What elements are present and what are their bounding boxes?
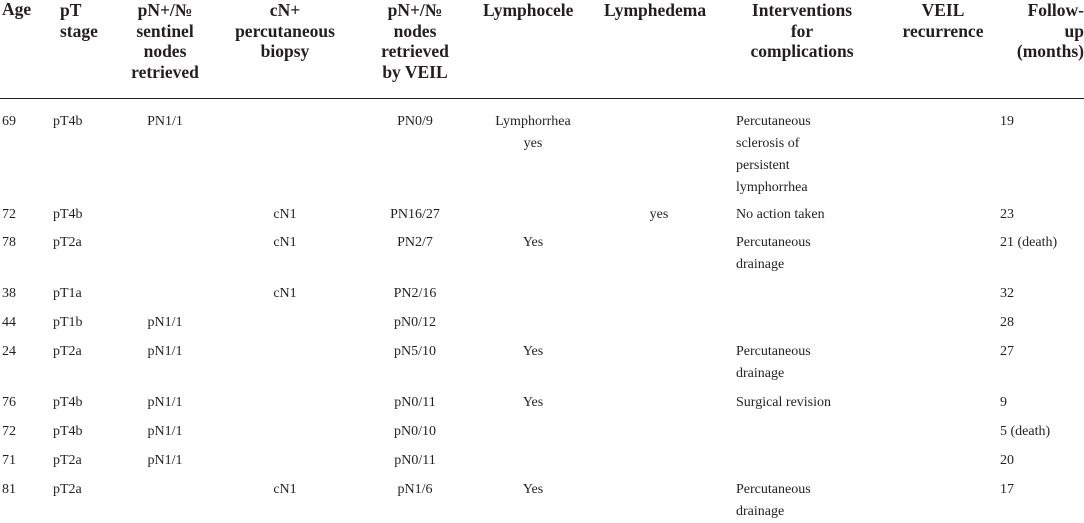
header-interventions: Interventions for complications — [750, 0, 854, 61]
table-row — [0, 421, 1084, 439]
cell-sentinel-nodes: PN1/1 — [147, 114, 183, 129]
table-row — [0, 341, 1084, 381]
table-row — [0, 479, 1084, 519]
header-lymphedema: Lymphedema — [604, 0, 707, 20]
header-percutaneous-biopsy: cN+ percutaneous biopsy — [235, 0, 335, 61]
cell-veil-nodes: PN0/9 — [397, 114, 433, 129]
table-row — [0, 111, 1084, 195]
cell-veil-nodes: pN0/11 — [394, 453, 436, 468]
cell-intervention: Percutaneous sclerosis of persistent lymphorrhea — [736, 114, 811, 195]
header-follow-up: Follow- up (months) — [1016, 0, 1084, 61]
cell-pt-stage: pT2a — [53, 453, 82, 468]
header-sentinel-nodes: pN+/№ sentinel nodes retrieved — [131, 0, 199, 82]
cell-veil-nodes: pN0/12 — [394, 315, 436, 330]
cell-follow-up: 9 — [1000, 395, 1007, 410]
cell-intervention: No action taken — [736, 207, 825, 222]
cell-sentinel-nodes: pN1/1 — [147, 453, 183, 468]
cell-veil-nodes: pN0/10 — [394, 424, 436, 439]
cell-age: 81 — [2, 482, 16, 497]
table-row — [0, 232, 1084, 272]
cell-veil-nodes: PN2/7 — [397, 235, 433, 250]
cell-sentinel-nodes: pN1/1 — [147, 315, 183, 330]
cell-veil-nodes: pN0/11 — [394, 395, 436, 410]
cell-percutaneous-biopsy: cN1 — [273, 207, 297, 222]
cell-follow-up: 19 — [1000, 114, 1014, 129]
header-veil-recurrence: VEIL recurrence — [902, 0, 984, 41]
header-veil-nodes: pN+/№ nodes retrieved by VEIL — [381, 0, 449, 82]
header-pt-stage: pT stage — [60, 0, 98, 41]
cell-follow-up: 28 — [1000, 315, 1014, 330]
cell-veil-nodes: pN1/6 — [397, 482, 433, 497]
cell-follow-up: 5 (death) — [1000, 424, 1051, 439]
cell-follow-up: 27 — [1000, 344, 1014, 359]
cell-veil-nodes: pN5/10 — [394, 344, 436, 359]
cell-percutaneous-biopsy: cN1 — [273, 482, 297, 497]
cell-lymphocele: Lymphorrhea yes — [495, 114, 571, 151]
table-row — [0, 450, 1084, 468]
cell-age: 72 — [2, 424, 16, 439]
cell-pt-stage: pT2a — [53, 344, 82, 359]
cell-follow-up: 32 — [1000, 286, 1014, 301]
cell-follow-up: 17 — [1000, 482, 1014, 497]
cell-intervention: Percutaneous drainage — [736, 344, 811, 381]
cell-veil-nodes: PN16/27 — [390, 207, 440, 222]
header-rule — [0, 98, 1084, 99]
cell-lymphocele: Yes — [522, 395, 544, 410]
cell-age: 69 — [2, 114, 16, 129]
cell-age: 72 — [2, 207, 16, 222]
cell-pt-stage: pT4b — [53, 395, 83, 410]
cell-sentinel-nodes: pN1/1 — [147, 395, 183, 410]
table-row — [0, 283, 1084, 301]
header-age: Age — [2, 0, 32, 19]
cell-pt-stage: pT2a — [53, 235, 82, 250]
cell-lymphocele: Yes — [522, 482, 544, 497]
cell-percutaneous-biopsy: cN1 — [273, 235, 297, 250]
cell-age: 78 — [2, 235, 16, 250]
cell-age: 44 — [2, 315, 16, 330]
cell-follow-up: 21 (death) — [1000, 235, 1058, 250]
cell-pt-stage: pT1b — [53, 315, 83, 330]
table-row — [0, 312, 1084, 330]
cell-pt-stage: pT4b — [53, 424, 83, 439]
cell-intervention: Percutaneous drainage — [736, 235, 811, 272]
cell-pt-stage: pT4b — [53, 114, 83, 129]
cell-veil-nodes: PN2/16 — [393, 286, 437, 301]
cell-follow-up: 20 — [1000, 453, 1014, 468]
cell-age: 71 — [2, 453, 16, 468]
cell-age: 24 — [2, 344, 16, 359]
cell-lymphedema: yes — [649, 207, 669, 222]
cell-pt-stage: pT4b — [53, 207, 83, 222]
cell-lymphocele: Yes — [522, 344, 544, 359]
cell-sentinel-nodes: pN1/1 — [147, 424, 183, 439]
cell-lymphocele: Yes — [522, 235, 544, 250]
header-lymphocele: Lymphocele — [483, 0, 574, 20]
cell-percutaneous-biopsy: cN1 — [273, 286, 297, 301]
cell-follow-up: 23 — [1000, 207, 1014, 222]
cell-age: 76 — [2, 395, 16, 410]
cell-intervention: Percutaneous drainage — [736, 482, 811, 519]
cell-age: 38 — [2, 286, 16, 301]
table-row — [0, 204, 1084, 222]
cell-sentinel-nodes: pN1/1 — [147, 344, 183, 359]
cell-pt-stage: pT2a — [53, 482, 82, 497]
cell-intervention: Surgical revision — [736, 395, 832, 410]
cell-pt-stage: pT1a — [53, 286, 82, 301]
table-row — [0, 392, 1084, 410]
